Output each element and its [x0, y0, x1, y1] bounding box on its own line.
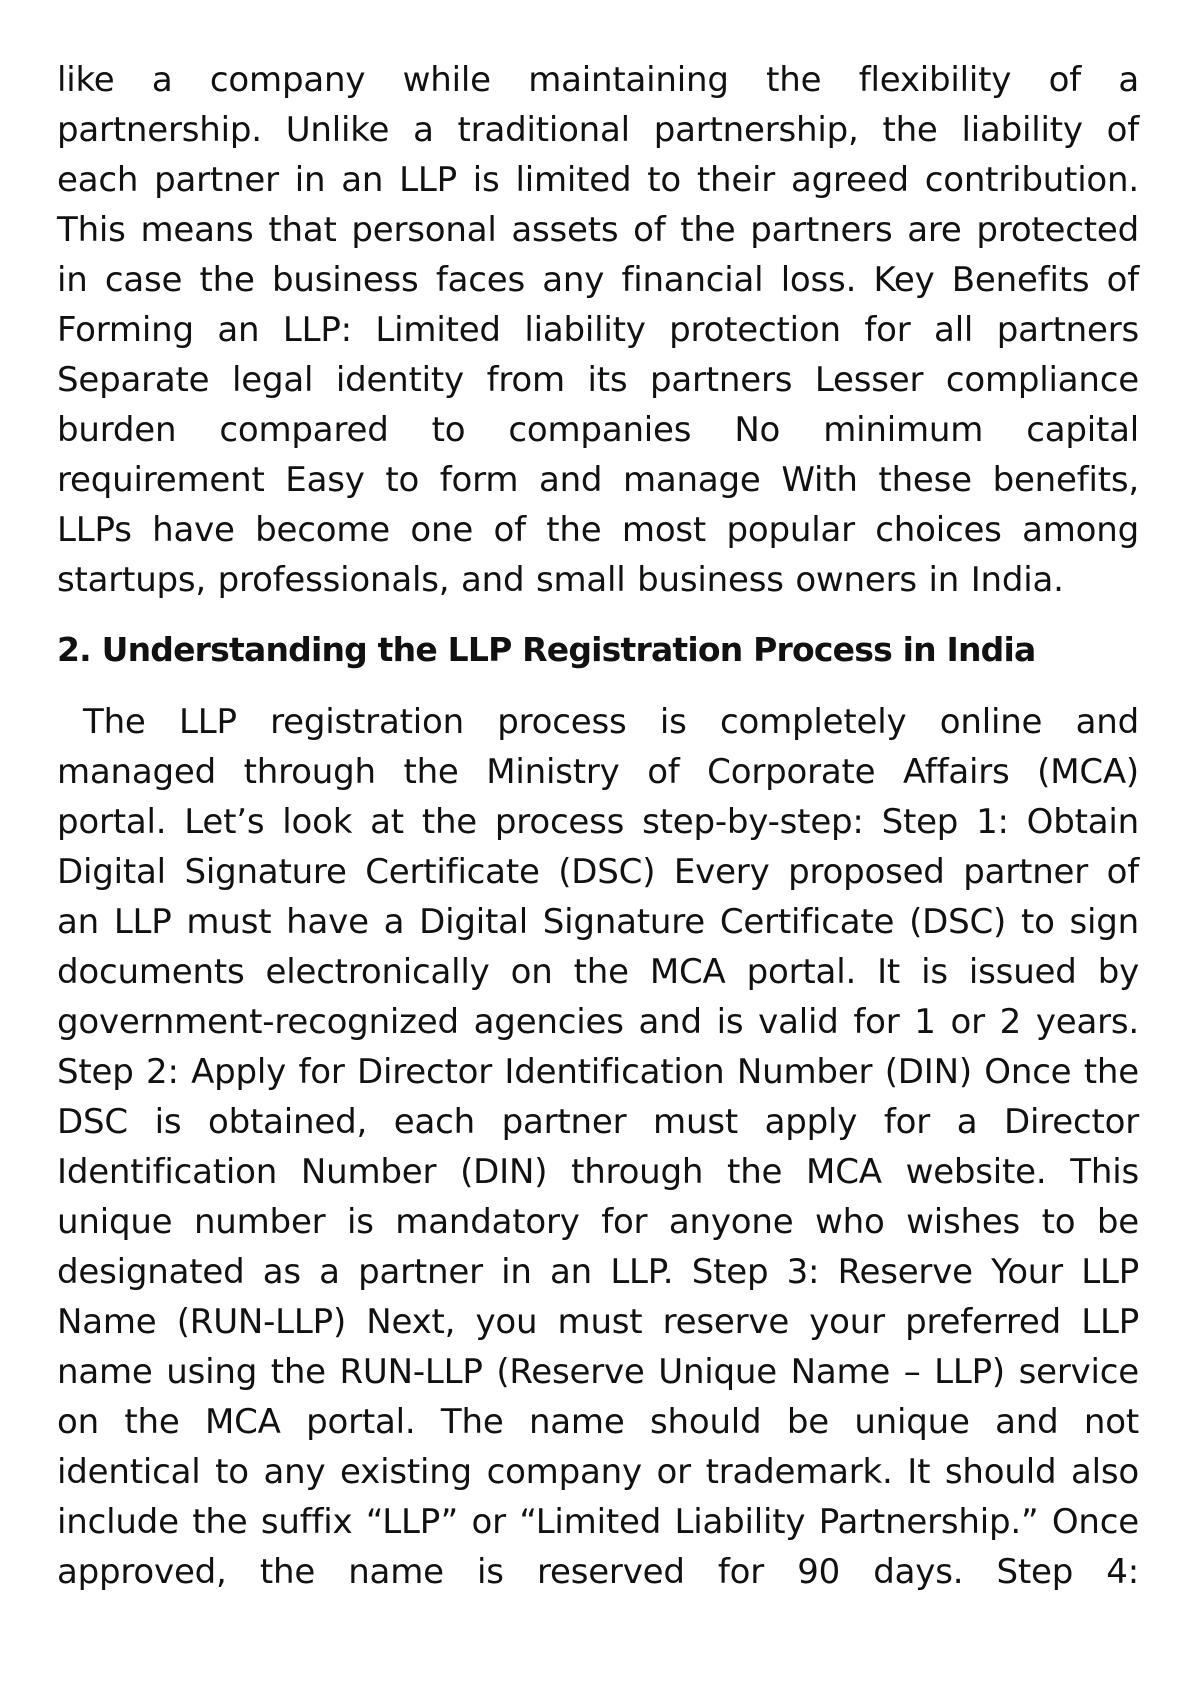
document-page — [57, 55, 1139, 1597]
intro-paragraph: like a company while maintaining the flexibility of a partnership. Unlike a traditional partnership, the liability of each partner in an LLP is limited to their agreed contribution. This means that personal assets of the partners are protected in case the business faces any financial loss. Key Benefits of Forming an LLP: Limited liability protection for all partners Separate legal identity from its partners Lesser compliance burden compared to companies No minimum capital requirement Easy to form and manage With these benefits, LLPs have become one of the most popular choices among startups, professionals, and small business owners in India. — [57, 60, 1139, 600]
section-body-paragraph: The LLP registration process is completely online and managed through the Ministry of Corporate Affairs (MCA) portal. Let’s look at the process step-by-step: Step 1: Obtain Digital Signature Certificate (DSC) Every proposed partner of an LLP must have a Digital Signature Certificate (DSC) to sign documents electronically on the MCA portal. It is issued by government-recognized agencies and is valid for 1 or 2 years. Step 2: Apply for Director Identification Number (DIN) Once the DSC is obtained, each partner must apply for a Director Identification Number (DIN) through the MCA website. This unique number is mandatory for anyone who wishes to be designated as a partner in an LLP. Step 3: Reserve Your LLP Name (RUN-LLP) Next, you must reserve your preferred LLP name using the RUN-LLP (Reserve Unique Name – LLP) service on the MCA portal. The name should be unique and not identical to any existing company or trademark. It should also include the suffix “LLP” or “Limited Liability Partnership.” Once approved, the name is reserved for 90 days. Step 4: — [57, 702, 1139, 1592]
section-heading: 2. Understanding the LLP Registration Process in India — [57, 630, 1036, 669]
